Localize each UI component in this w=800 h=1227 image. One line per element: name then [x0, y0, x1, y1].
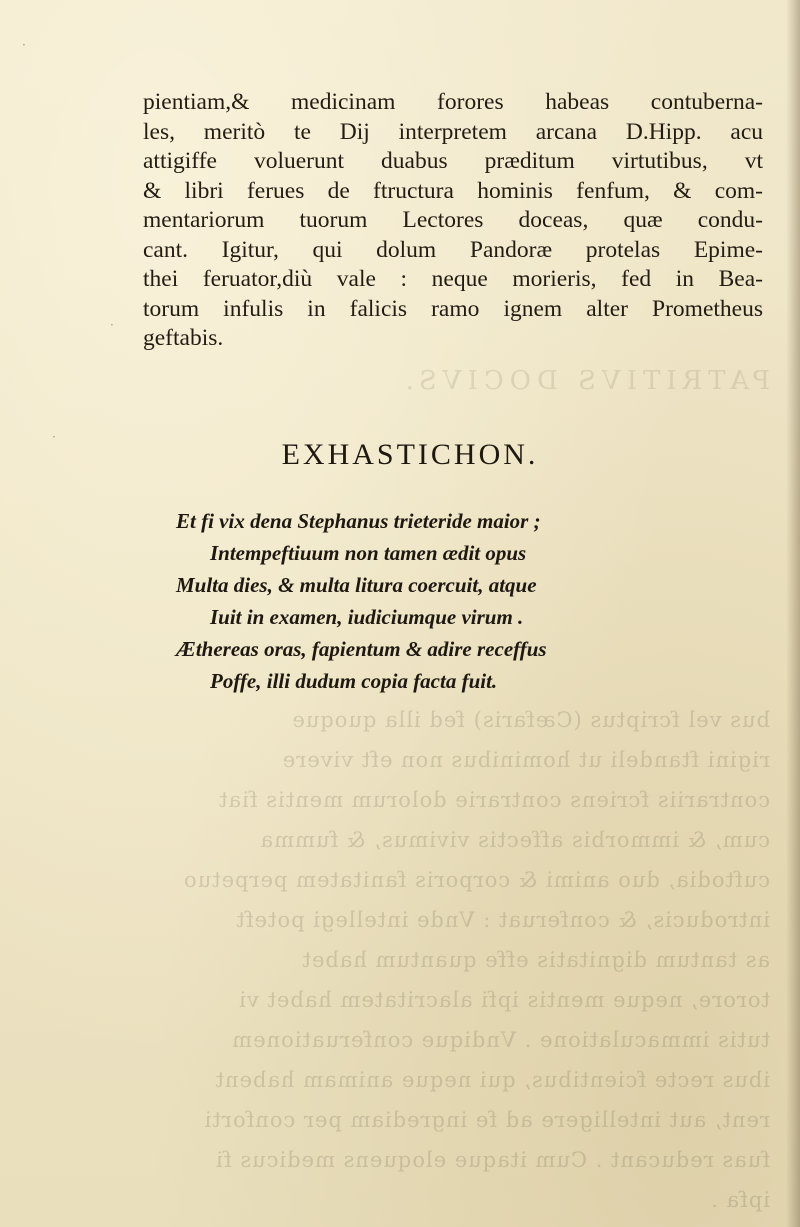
verse-line: Multa dies, & multa litura coercuit, atque [176, 573, 537, 597]
text-line: les, meritò te Dij interpretem arcana D.Hipp. acu [143, 118, 763, 145]
verse-line: Poffe, illi dudum copia facta fuit. [210, 669, 498, 693]
text-line: mentariorum tuorum Lectores doceas, quæ condu- [143, 207, 763, 233]
poem-heading: EXHASTICHON. [281, 438, 539, 471]
verse-line: Intempeftiuum non tamen ædit opus [210, 541, 527, 565]
verse-line: Æthereas oras, fapientum & adire receffus [176, 637, 547, 661]
paper-speck: · [22, 38, 26, 52]
text-line: cant. Igitur, qui dolum Pandoræ protelas Epime- [143, 236, 763, 263]
show-through-text: bus vel fcriptus (Cæfaris) fed illa quoque rigini ftandeli ut hominibus non eft vivere contrariis fcriens contrarie dolorum mentis fiat cum, & immorbis affectis vivimus, & fumma cuftodia, duo animi & corporis fanitatem perpetuo introducis, & conferuat : Vnde intellegi poteft as tantum dignitatis effe quantum habet torore, neque mentis ipfi alacritatem habet vi tutis immaculatione . Vndique conferuationem ibus recte fcientibus, qui neque animam habent rent, aut intelligere ad fe ingrediam per conforti fuas reducant . Cum itaque eloquens medicus fi ipfa . [183, 708, 770, 1212]
text-line: torum infulis in falicis ramo ignem alter Prometheus [143, 295, 763, 322]
paper-speck: · [52, 430, 56, 444]
text-line: pientiam,& medicinam forores habeas contuberna- [143, 89, 763, 115]
text-line: thei feruator,diù vale : neque morieris, fed in Bea- [143, 266, 763, 292]
verse-line: Et fi vix dena Stephanus trieteride maior ; [176, 509, 541, 533]
text-line: geftabis. [143, 325, 224, 351]
page-edge-shadow [786, 0, 800, 1227]
paper-speck: · [110, 318, 114, 332]
prose-paragraph [143, 88, 763, 354]
verse-line: Iuit in examen, iudiciumque virum . [210, 605, 524, 629]
text-line: attigiffe voluerunt duabus præditum virtutibus, vt [143, 148, 763, 174]
text-line: & libri ferues de ftructura hominis fenfum, & com- [143, 177, 763, 204]
poem-verses [176, 505, 736, 697]
show-through-heading: PATRITIVS DOCIVS. [399, 366, 770, 396]
